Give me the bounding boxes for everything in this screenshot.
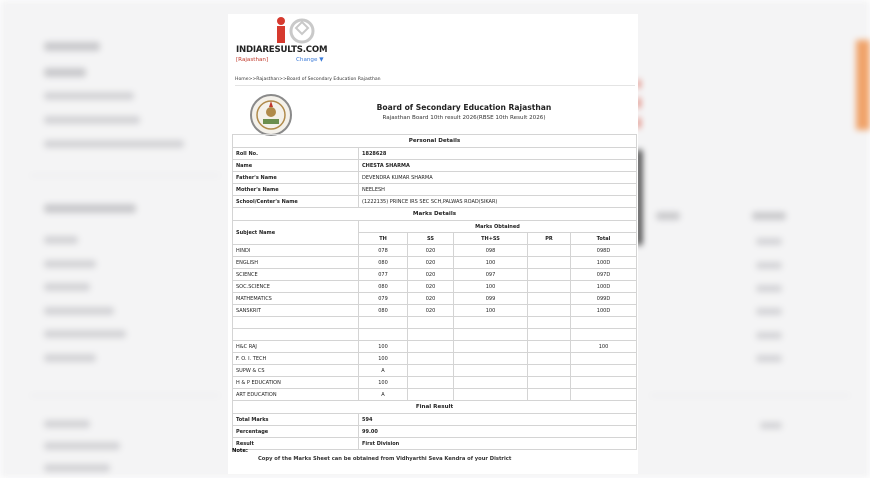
empty-cell	[454, 377, 528, 389]
empty-cell	[571, 317, 637, 329]
subject-row	[233, 305, 637, 317]
empty-cell	[233, 329, 359, 341]
note-label: Note:	[232, 448, 248, 454]
subject-name: MATHEMATICS	[233, 293, 359, 305]
section-header-row	[233, 401, 637, 414]
section-header-row	[233, 208, 637, 221]
thss-marks: 100	[454, 257, 528, 269]
th-marks: 100	[359, 353, 408, 365]
ss-marks: 020	[408, 281, 454, 293]
empty-cell	[528, 329, 571, 341]
empty-cell	[454, 389, 528, 401]
final-value: First Division	[359, 438, 637, 450]
ss-marks: 020	[408, 245, 454, 257]
thss-marks: 100	[454, 281, 528, 293]
board-title: Board of Secondary Education Rajasthan	[376, 103, 552, 112]
total-marks	[571, 389, 637, 401]
total-marks: 100D	[571, 257, 637, 269]
subject-name: ART EDUCATION	[233, 389, 359, 401]
personal-row	[233, 160, 637, 172]
column-header: Total	[571, 233, 637, 245]
empty-cell	[408, 317, 454, 329]
subject-row	[233, 293, 637, 305]
final-row	[233, 414, 637, 426]
field-label: Name	[233, 160, 359, 172]
ss-marks: 020	[408, 293, 454, 305]
marks-details-heading: Marks Details	[233, 208, 637, 221]
column-header: PR	[528, 233, 571, 245]
logo-mark-icon	[262, 16, 332, 46]
empty-cell	[528, 341, 571, 353]
total-marks	[571, 353, 637, 365]
logo-text: INDIARESULTS.COM	[236, 45, 328, 55]
marks-obtained-header: Marks Obtained	[359, 221, 637, 233]
empty-cell	[454, 341, 528, 353]
subject-row	[233, 281, 637, 293]
empty-cell	[408, 329, 454, 341]
additional-subject-row	[233, 341, 637, 353]
personal-row	[233, 148, 637, 160]
th-marks: 080	[359, 305, 408, 317]
empty-cell	[528, 353, 571, 365]
empty-cell	[233, 317, 359, 329]
site-logo[interactable]	[236, 16, 346, 66]
subject-name: F. O. I. TECH	[233, 353, 359, 365]
result-sheet	[228, 14, 638, 474]
total-marks: 100D	[571, 281, 637, 293]
empty-cell	[408, 341, 454, 353]
breadcrumb[interactable]: Home>>Rajasthan>>Board of Secondary Education Rajasthan	[235, 77, 381, 82]
pr-marks	[528, 257, 571, 269]
subject-name: SOC.SCIENCE	[233, 281, 359, 293]
final-result-heading: Final Result	[233, 401, 637, 414]
empty-cell	[408, 353, 454, 365]
blank-row	[233, 317, 637, 329]
pr-marks	[528, 269, 571, 281]
th-marks: A	[359, 389, 408, 401]
note-text: Copy of the Marks Sheet can be obtained from Vidhyarthi Seva Kendra of your District	[258, 456, 512, 462]
result-table	[232, 134, 637, 450]
additional-subject-row	[233, 353, 637, 365]
th-marks: 080	[359, 281, 408, 293]
pr-marks	[528, 245, 571, 257]
field-value: (1222135) PRINCE IRS SEC SCH,PALWAS ROAD(SIKAR)	[359, 196, 637, 208]
divider	[235, 85, 635, 86]
personal-row	[233, 172, 637, 184]
ss-marks: 020	[408, 305, 454, 317]
th-marks: 100	[359, 341, 408, 353]
final-row	[233, 438, 637, 450]
th-marks: 080	[359, 257, 408, 269]
empty-cell	[359, 317, 408, 329]
additional-subject-row	[233, 365, 637, 377]
empty-cell	[359, 329, 408, 341]
final-label: Percentage	[233, 426, 359, 438]
field-value: NEELESH	[359, 184, 637, 196]
thss-marks: 098	[454, 245, 528, 257]
thss-marks: 099	[454, 293, 528, 305]
empty-cell	[408, 377, 454, 389]
column-header: TH	[359, 233, 408, 245]
subject-row	[233, 269, 637, 281]
ss-marks: 020	[408, 257, 454, 269]
subject-name: H & P EDUCATION	[233, 377, 359, 389]
subject-row	[233, 257, 637, 269]
empty-cell	[528, 365, 571, 377]
th-marks: 079	[359, 293, 408, 305]
region-label: [Rajasthan]	[236, 57, 269, 63]
field-label: Father's Name	[233, 172, 359, 184]
total-marks	[571, 365, 637, 377]
subject-name: ENGLISH	[233, 257, 359, 269]
field-value: CHESTA SHARMA	[359, 160, 637, 172]
empty-cell	[454, 353, 528, 365]
total-marks	[571, 377, 637, 389]
subject-name: H&C RAJ	[233, 341, 359, 353]
final-value: 594	[359, 414, 637, 426]
final-row	[233, 426, 637, 438]
th-marks: 100	[359, 377, 408, 389]
field-label: Roll No.	[233, 148, 359, 160]
total-marks: 100D	[571, 305, 637, 317]
empty-cell	[408, 389, 454, 401]
field-label: School/Center's Name	[233, 196, 359, 208]
thss-marks: 097	[454, 269, 528, 281]
subject-name: HINDI	[233, 245, 359, 257]
ss-marks: 020	[408, 269, 454, 281]
column-header: SS	[408, 233, 454, 245]
field-value: DEVENDRA KUMAR SHARMA	[359, 172, 637, 184]
final-value: 99.00	[359, 426, 637, 438]
subject-name: SCIENCE	[233, 269, 359, 281]
final-label: Total Marks	[233, 414, 359, 426]
marks-header-row	[233, 221, 637, 233]
additional-subject-row	[233, 389, 637, 401]
empty-cell	[528, 377, 571, 389]
empty-cell	[571, 329, 637, 341]
empty-cell	[408, 365, 454, 377]
subject-row	[233, 245, 637, 257]
field-label: Mother's Name	[233, 184, 359, 196]
empty-cell	[454, 317, 528, 329]
pr-marks	[528, 293, 571, 305]
subject-name: SUPW & CS	[233, 365, 359, 377]
field-value: 1828628	[359, 148, 637, 160]
thss-marks: 100	[454, 305, 528, 317]
subject-name-header: Subject Name	[233, 221, 359, 245]
personal-row	[233, 184, 637, 196]
empty-cell	[528, 389, 571, 401]
th-marks: 078	[359, 245, 408, 257]
total-marks: 099D	[571, 293, 637, 305]
change-region-link[interactable]: Change ▼	[296, 57, 324, 63]
column-header: TH+SS	[454, 233, 528, 245]
personal-details-heading: Personal Details	[233, 135, 637, 148]
total-marks: 098D	[571, 245, 637, 257]
board-subtitle: Rajasthan Board 10th result 2026(RBSE 10th Result 2026)	[382, 115, 546, 121]
final-label: Result	[233, 438, 359, 450]
subject-name: SANSKRIT	[233, 305, 359, 317]
empty-cell	[454, 329, 528, 341]
additional-subject-row	[233, 377, 637, 389]
pr-marks	[528, 281, 571, 293]
th-marks: A	[359, 365, 408, 377]
personal-row	[233, 196, 637, 208]
section-header-row	[233, 135, 637, 148]
empty-cell	[528, 317, 571, 329]
empty-cell	[454, 365, 528, 377]
pr-marks	[528, 305, 571, 317]
total-marks: 097D	[571, 269, 637, 281]
total-marks: 100	[571, 341, 637, 353]
blank-row	[233, 329, 637, 341]
th-marks: 077	[359, 269, 408, 281]
